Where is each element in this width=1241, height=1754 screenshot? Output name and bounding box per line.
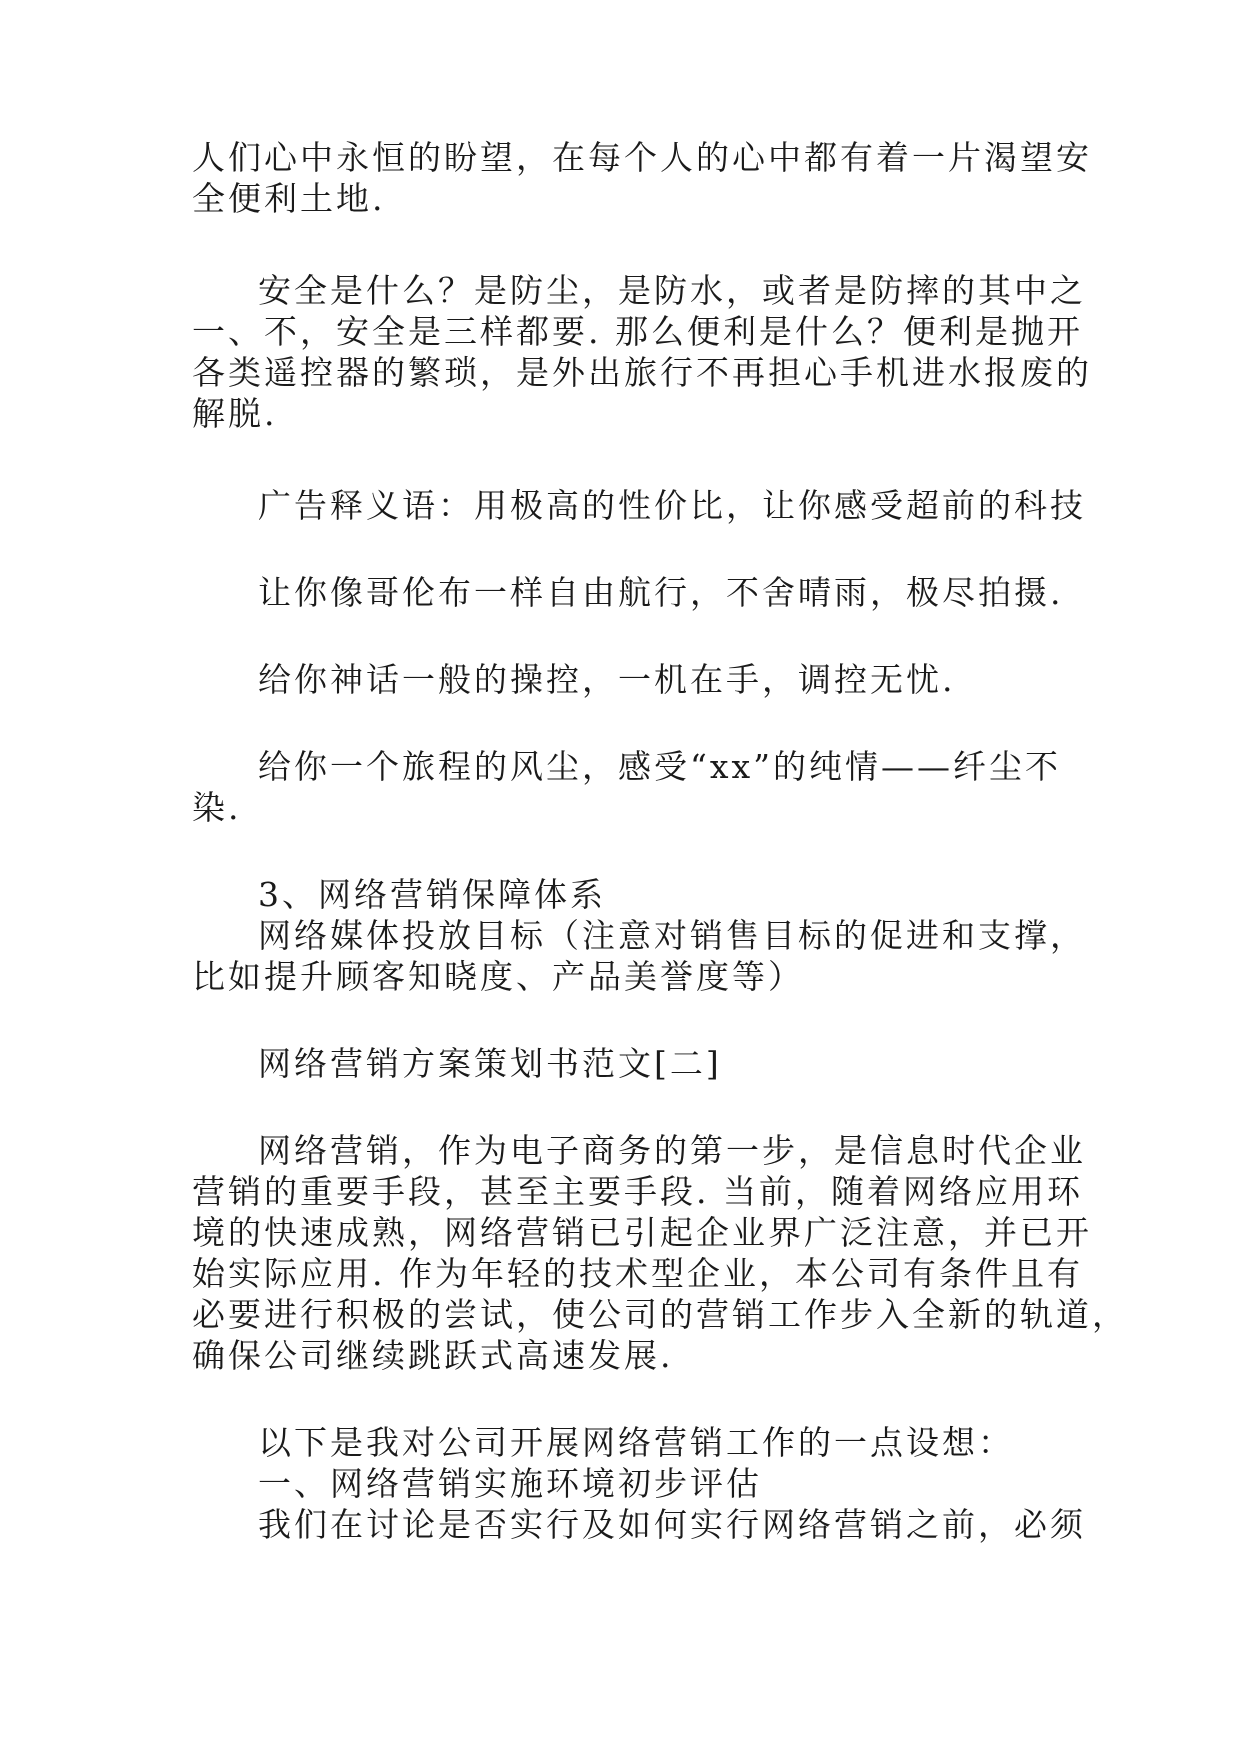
text-line: 始实际应用. 作为年轻的技术型企业，本公司有条件且有 bbox=[192, 1254, 1083, 1293]
text-line: 网络媒体投放目标（注意对销售目标的促进和支撑， bbox=[258, 916, 1086, 955]
text-line: 人们心中永恒的盼望，在每个人的心中都有着一片渴望安 bbox=[192, 138, 1092, 177]
text-line: 让你像哥伦布一样自由航行，不舍晴雨，极尽拍摄. bbox=[258, 573, 1064, 612]
text-line: 比如提升顾客知晓度、产品美誉度等） bbox=[192, 957, 804, 996]
text-line: 我们在讨论是否实行及如何实行网络营销之前，必须 bbox=[258, 1505, 1086, 1544]
text-line: 网络营销，作为电子商务的第一步，是信息时代企业 bbox=[258, 1131, 1086, 1170]
section-title: 网络营销方案策划书范文[二] bbox=[258, 1044, 722, 1083]
text-line: 营销的重要手段，甚至主要手段. 当前，随着网络应用环 bbox=[192, 1172, 1083, 1211]
text-line: 一、不，安全是三样都要. 那么便利是什么？便利是抛开 bbox=[192, 312, 1083, 351]
text-line: 确保公司继续跳跃式高速发展. bbox=[192, 1336, 674, 1375]
text-line: 境的快速成熟，网络营销已引起企业界广泛注意，并已开 bbox=[192, 1213, 1092, 1252]
text-line: 以下是我对公司开展网络营销工作的一点设想： bbox=[258, 1423, 1014, 1462]
text-line: 给你一个旅程的风尘，感受“xx”的纯情——纤尘不 bbox=[258, 747, 1061, 786]
text-line: 全便利土地. bbox=[192, 179, 386, 218]
text-line: 安全是什么？是防尘，是防水，或者是防摔的其中之 bbox=[258, 271, 1086, 310]
text-line: 必要进行积极的尝试，使公司的营销工作步入全新的轨道， bbox=[192, 1295, 1128, 1334]
section-heading: 3、网络营销保障体系 bbox=[258, 875, 606, 914]
text-line: 给你神话一般的操控，一机在手，调控无忧. bbox=[258, 660, 956, 699]
text-line: 广告释义语：用极高的性价比，让你感受超前的科技 bbox=[258, 486, 1086, 525]
text-line: 染. bbox=[192, 788, 242, 827]
text-line: 解脱. bbox=[192, 394, 278, 433]
text-line: 各类遥控器的繁琐，是外出旅行不再担心手机进水报废的 bbox=[192, 353, 1092, 392]
section-heading: 一、网络营销实施环境初步评估 bbox=[258, 1464, 762, 1503]
